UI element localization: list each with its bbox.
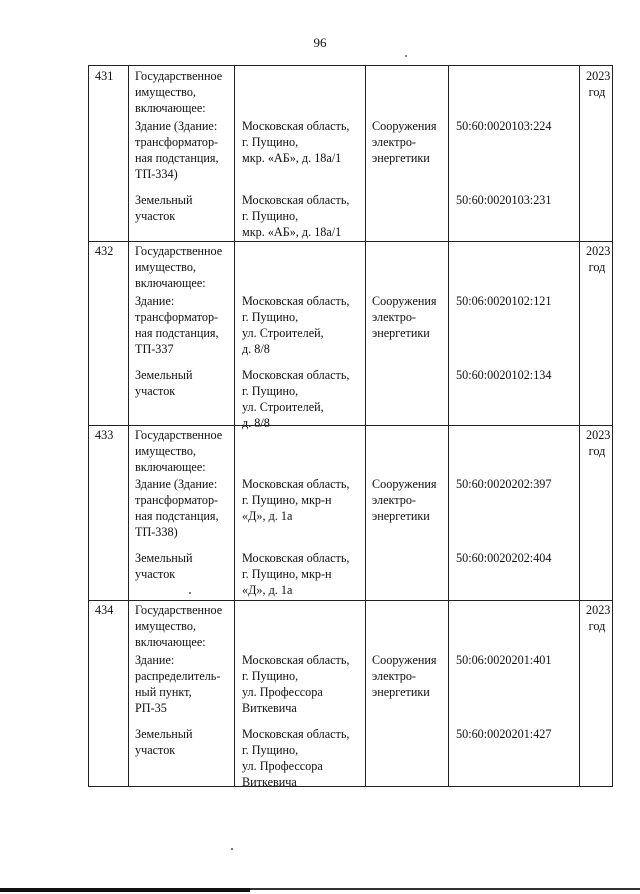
- building-kind: Сооружения электро- энергетики: [372, 653, 437, 699]
- year-cell: 2023 год: [586, 244, 611, 274]
- group-label: Государственное имущество, включающее:: [135, 428, 223, 474]
- building-name: Здание: трансформатор- ная подстанция, ТП-337: [135, 294, 219, 356]
- land-name: Земельный участок: [135, 551, 193, 581]
- group-label: Государственное имущество, включающее:: [135, 69, 223, 115]
- column-divider: [234, 66, 235, 786]
- group-label: Государственное имущество, включающее:: [135, 603, 223, 649]
- scan-edge-mark: [0, 888, 250, 892]
- column-divider: [579, 66, 580, 786]
- row-number: 433: [95, 428, 114, 442]
- year-cell: 2023 год: [586, 603, 611, 633]
- scan-speck: [405, 55, 407, 57]
- row-divider: [89, 425, 612, 426]
- land-name: Земельный участок: [135, 727, 193, 757]
- page-number: 96: [313, 35, 327, 50]
- land-address: Московская область, г. Пущино, ул. Строителей, д. 8/8: [242, 368, 350, 430]
- building-cadastral-number: 50:06:0020102:121: [456, 294, 552, 308]
- building-cadastral-number: 50:60:0020103:224: [456, 119, 552, 133]
- year-cell: 2023 год: [586, 69, 611, 99]
- property-table: [88, 65, 613, 787]
- land-cadastral-number: 50:60:0020202:404: [456, 551, 552, 565]
- land-cadastral-number: 50:60:0020201:427: [456, 727, 552, 741]
- group-label: Государственное имущество, включающее:: [135, 244, 223, 290]
- building-address: Московская область, г. Пущино, ул. Профессора Виткевича: [242, 653, 350, 715]
- building-kind: Сооружения электро- энергетики: [372, 119, 437, 165]
- land-address: Московская область, г. Пущино, мкр. «АБ», д. 18а/1: [242, 193, 350, 239]
- building-cadastral-number: 50:06:0020201:401: [456, 653, 552, 667]
- row-divider: [89, 600, 612, 601]
- building-cadastral-number: 50:60:0020202:397: [456, 477, 552, 491]
- column-divider: [448, 66, 449, 786]
- land-name: Земельный участок: [135, 368, 193, 398]
- building-name: Здание: распределитель- ный пункт, РП-35: [135, 653, 221, 715]
- column-divider: [365, 66, 366, 786]
- land-address: Московская область, г. Пущино, мкр-н «Д», д. 1а: [242, 551, 350, 597]
- column-divider: [128, 66, 129, 786]
- land-cadastral-number: 50:60:0020102:134: [456, 368, 552, 382]
- building-kind: Сооружения электро- энергетики: [372, 477, 437, 523]
- land-address: Московская область, г. Пущино, ул. Профессора Виткевича: [242, 727, 350, 789]
- row-number: 431: [95, 69, 114, 83]
- year-cell: 2023 год: [586, 428, 611, 458]
- row-divider: [89, 241, 612, 242]
- scan-speck: [189, 592, 191, 594]
- building-address: Московская область, г. Пущино, мкр. «АБ», д. 18а/1: [242, 119, 350, 165]
- land-cadastral-number: 50:60:0020103:231: [456, 193, 552, 207]
- building-address: Московская область, г. Пущино, ул. Строителей, д. 8/8: [242, 294, 350, 356]
- row-number: 432: [95, 244, 114, 258]
- row-number: 434: [95, 603, 114, 617]
- building-kind: Сооружения электро- энергетики: [372, 294, 437, 340]
- scan-speck: [231, 848, 233, 850]
- building-name: Здание (Здание: трансформатор- ная подстанция, ТП-334): [135, 119, 219, 181]
- building-address: Московская область, г. Пущино, мкр-н «Д», д. 1а: [242, 477, 350, 523]
- land-name: Земельный участок: [135, 193, 193, 223]
- building-name: Здание (Здание: трансформатор- ная подстанция, ТП-338): [135, 477, 219, 539]
